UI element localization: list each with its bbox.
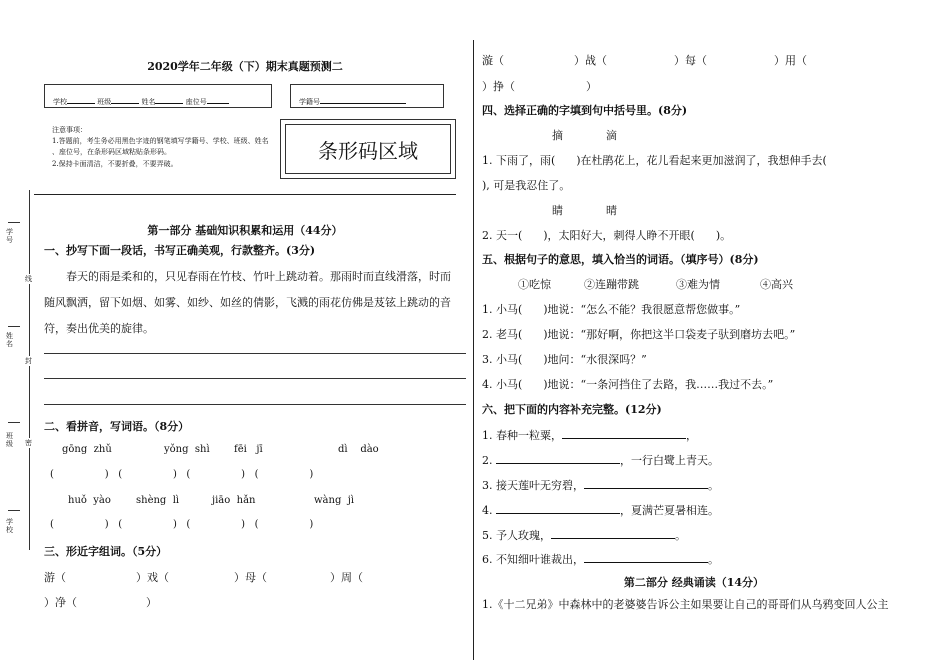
margin-label-xian: 线 — [25, 275, 32, 283]
margin-label-banji: 班级 — [6, 432, 13, 448]
q1-passage-line-3: 符，奏出优美的旋律。 — [44, 322, 154, 335]
q4-sentence-1b: ), 可是我忍住了。 — [482, 179, 571, 192]
school-field[interactable] — [67, 93, 95, 104]
answer-brackets-row1[interactable]: ( ) ( ) ( ) ( ) — [50, 469, 314, 480]
student-number-box — [290, 84, 444, 108]
pinyin-3: fēi jī — [234, 444, 263, 455]
top-row2-2: ） — [586, 80, 597, 93]
binding-line — [29, 190, 30, 550]
q1-title: 一、抄写下面一段话，书写正确美观，行款整齐。(3分) — [44, 244, 316, 257]
top-row1-3: ）每（ — [674, 54, 707, 67]
q5-option-3: ③难为情 — [676, 278, 720, 291]
top-row1-2: ）战（ — [574, 54, 607, 67]
margin-label-feng: 封 — [25, 357, 32, 365]
q5-item-4: 4. 小马( )地说：“一条河挡住了去路，我……我过不去。” — [482, 378, 774, 391]
q5-option-1: ①吃惊 — [518, 278, 551, 291]
part2-title: 第二部分 经典诵读（14分） — [623, 576, 765, 589]
margin-label-xuehao: 学号 — [6, 228, 13, 244]
class-field-label: 班级 — [97, 98, 112, 106]
q4-choice-zhai: 摘 — [552, 129, 563, 142]
pinyin-1: gōng zhǔ — [62, 444, 112, 455]
q6-blank-2[interactable] — [496, 453, 620, 464]
top-row1-1: 漩（ — [482, 54, 504, 67]
q5-item-2: 2. 老马( )地说：“那好啊，你把这半口袋麦子驮到磨坊去吧。” — [482, 328, 796, 341]
q6-item-1: 1. 春种一粒粟， ， — [482, 429, 697, 442]
q5-option-4: ④高兴 — [760, 278, 793, 291]
margin-label-xingming: 姓名 — [6, 332, 13, 348]
pinyin-2: yǒng shì — [164, 444, 210, 455]
student-number-field[interactable] — [320, 93, 406, 104]
q4-sentence-1a: 1. 下雨了，雨( )在杜鹃花上，花儿看起来更加滋润了，我想伸手去( — [482, 154, 827, 167]
q5-title: 五、根据句子的意思，填入恰当的词语。（填序号）(8分) — [482, 253, 759, 266]
notice-line-2: 、座位号，在条形码区域粘贴条形码。 — [52, 148, 171, 156]
notice-title: 注意事项： — [52, 126, 87, 134]
class-field[interactable] — [111, 93, 139, 104]
student-info-box — [44, 84, 272, 108]
part1-title: 第一部分 基础知识积累和运用（44分） — [147, 224, 343, 237]
pinyin-5: huǒ yào — [68, 495, 111, 506]
q6-blank-3[interactable] — [584, 478, 708, 489]
q4-sentence-2: 2. 天一( )，太阳好大，刺得人睁不开眼( )。 — [482, 229, 732, 242]
q3-row2-1: ）净（ — [44, 596, 77, 609]
notice-line-3: 2.保持卡面清洁，不要折叠，不要弄破。 — [52, 160, 178, 168]
q6-item-2: 2. ，一行白鹭上青天。 — [482, 454, 719, 467]
q6-item-6: 6. 不知细叶谁裁出， 。 — [482, 553, 719, 566]
page-divider — [473, 40, 474, 660]
q6-title: 六、把下面的内容补充完整。(12分) — [482, 403, 662, 416]
pinyin-6: shèng lì — [136, 495, 180, 506]
margin-label-mi: 密 — [25, 439, 32, 447]
name-field-label: 姓名 — [141, 98, 156, 106]
school-field-label: 学校 — [53, 98, 67, 106]
pinyin-8: wàng jì — [314, 495, 355, 506]
exam-title: 2020学年二年级（下）期末真题预测二 — [147, 60, 343, 73]
q6-blank-1[interactable] — [562, 428, 686, 439]
q5-option-2: ②连蹦带跳 — [584, 278, 639, 291]
q6-blank-4[interactable] — [496, 503, 620, 514]
q2-title: 二、看拼音，写词语。（8分） — [44, 420, 190, 433]
q6-blank-5[interactable] — [551, 528, 675, 539]
q6-blank-6[interactable] — [584, 552, 708, 563]
part2-question-1: 1.《十二兄弟》中森林中的老婆婆告诉公主如果要让自己的哥哥们从乌鸦变回人公主 — [482, 598, 889, 611]
q3-title: 三、形近字组词。（5分） — [44, 545, 168, 558]
barcode-area — [280, 119, 456, 179]
margin-label-xuexiao: 学校 — [6, 518, 13, 534]
notice-line-1: 1.答题前，考生务必用黑色字迹的钢笔填写学籍号、学校、班级、姓名 — [52, 137, 269, 145]
q4-choice-di: 滴 — [606, 129, 617, 142]
header-divider — [34, 194, 456, 195]
pinyin-4: dì dào — [338, 444, 379, 455]
q1-passage-line-2: 随风飘洒，留下如烟、如雾、如纱、如丝的倩影，飞溅的雨花仿佛是芨铉上跳动的音 — [44, 296, 451, 309]
q5-item-1: 1. 小马( )地说：“怎么不能？我很愿意帮您做事。” — [482, 303, 741, 316]
q4-choice-qing: 晴 — [606, 204, 617, 217]
q1-writing-line-2[interactable] — [44, 378, 466, 379]
q4-choice-jing: 睛 — [552, 204, 563, 217]
top-row2-1: ）挣（ — [482, 80, 515, 93]
q4-title: 四、选择正确的字填到句中括号里。(8分) — [482, 104, 688, 117]
top-row1-4: ）用（ — [774, 54, 807, 67]
q1-writing-line-3[interactable] — [44, 404, 466, 405]
seat-field-label: 座位号 — [185, 98, 207, 106]
seat-field[interactable] — [207, 93, 229, 104]
q3-row1-1: 游（ — [44, 571, 66, 584]
answer-brackets-row2[interactable]: ( ) ( ) ( ) ( ) — [50, 519, 314, 530]
pinyin-7: jiāo hǎn — [212, 495, 256, 506]
q3-row1-2: ）戏（ — [136, 571, 169, 584]
q3-row1-3: ）母（ — [234, 571, 267, 584]
q3-row1-4: ）周（ — [330, 571, 363, 584]
q3-row2-2: ） — [146, 596, 157, 609]
q5-item-3: 3. 小马( )地问：“水很深吗？” — [482, 353, 647, 366]
q1-passage-line-1: 春天的雨是柔和的，只见春雨在竹枝、竹叶上跳动着。那雨时而直线滑落，时而 — [66, 270, 451, 283]
name-field[interactable] — [155, 93, 183, 104]
q6-item-5: 5. 予人玫瑰， 。 — [482, 529, 686, 542]
q6-item-3: 3. 接天莲叶无穷碧， 。 — [482, 479, 719, 492]
barcode-label: 条形码区域 — [318, 139, 418, 163]
q6-item-4: 4. ，夏满芒夏暑相连。 — [482, 504, 719, 517]
student-number-label: 学籍号 — [299, 98, 320, 106]
q1-writing-line-1[interactable] — [44, 353, 466, 354]
